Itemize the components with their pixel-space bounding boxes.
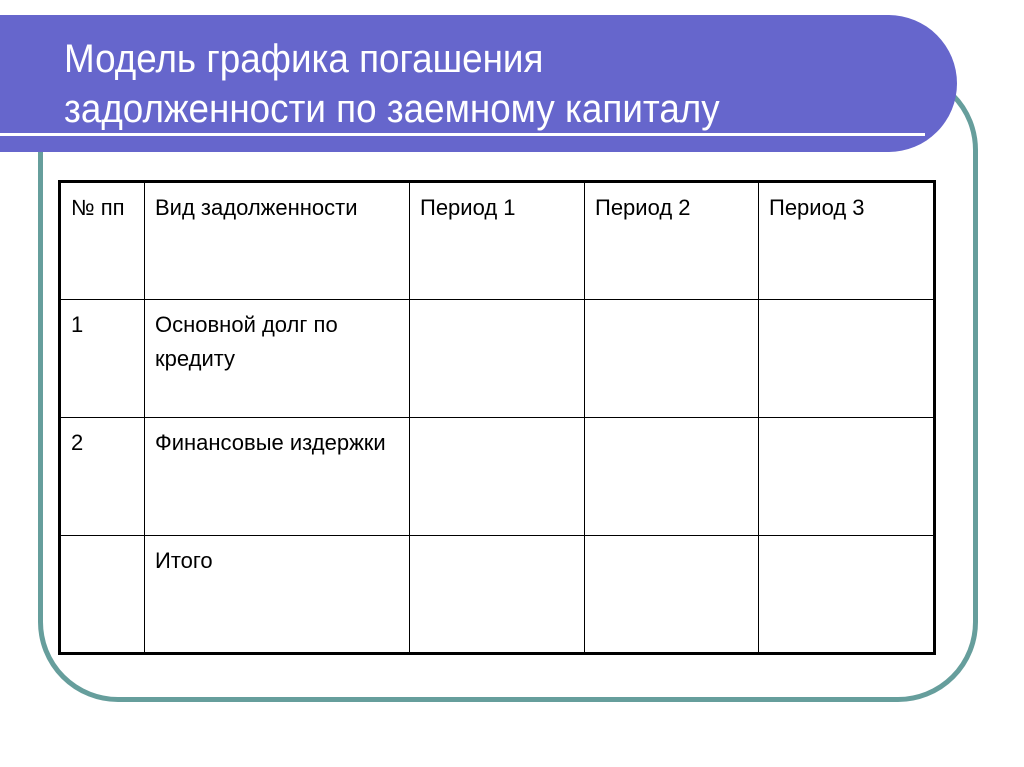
table-cell: 1: [60, 300, 145, 418]
repayment-table: [58, 180, 936, 655]
header-cell: Вид задолженности: [145, 182, 410, 300]
table-row: [60, 418, 935, 536]
table-cell: [585, 300, 759, 418]
table-cell: [759, 300, 935, 418]
table-row: [60, 300, 935, 418]
title-line-2: задолженности по заемному капиталу: [64, 87, 720, 131]
table-cell: [585, 536, 759, 654]
slide-title: [64, 34, 720, 134]
table-cell: Основной долг по кредиту: [145, 300, 410, 418]
table-cell: [759, 418, 935, 536]
table-cell: 2: [60, 418, 145, 536]
table-row: [60, 536, 935, 654]
title-line-1: Модель графика погашения: [64, 37, 544, 81]
table-cell: Финансовые издержки: [145, 418, 410, 536]
header-cell: Период 1: [410, 182, 585, 300]
table-cell: [60, 536, 145, 654]
header-cell: № пп: [60, 182, 145, 300]
table-header-row: [60, 182, 935, 300]
table-cell: [585, 418, 759, 536]
header-cell: Период 3: [759, 182, 935, 300]
title-underline: [0, 133, 925, 136]
table-cell: [759, 536, 935, 654]
table-cell: [410, 418, 585, 536]
table-cell: Итого: [145, 536, 410, 654]
table-cell: [410, 300, 585, 418]
table-cell: [410, 536, 585, 654]
header-cell: Период 2: [585, 182, 759, 300]
